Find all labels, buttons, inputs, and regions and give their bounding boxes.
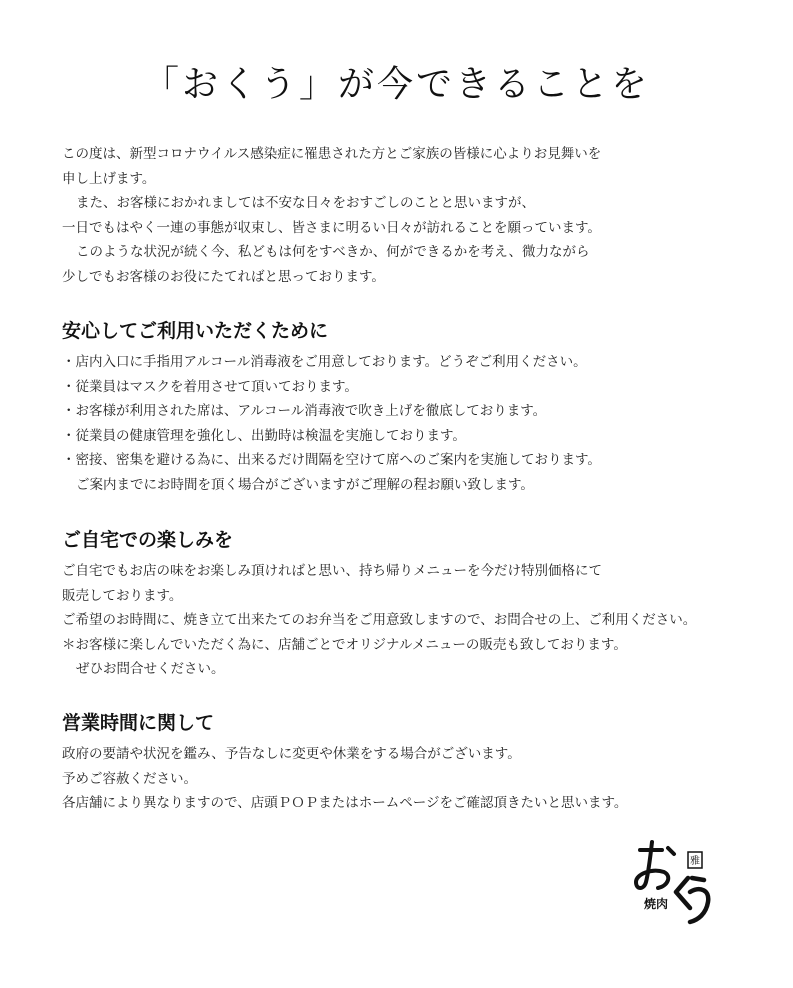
list-item: ・従業員はマスクを着用させて頂いております。 — [62, 378, 358, 395]
paragraph-line: 政府の要請や状況を鑑み、予告なしに変更や休業をする場合がございます。 — [62, 746, 521, 762]
logo-sub: 焼肉 — [644, 897, 669, 911]
takeout-section — [62, 527, 772, 682]
paragraph-line: 各店舗により異なりますので、店頭ＰＯＰまたはホームページをご確認頂きたいと思います。 — [62, 795, 628, 811]
intro-line: 少しでもお客様のお役にたてればと思っております。 — [62, 268, 385, 285]
list-item: ・お客様が利用された席は、アルコール消毒液で吹き上げを徹底しております。 — [62, 403, 547, 419]
paragraph-line: ご自宅でもお店の味をお楽しみ頂ければと思い、持ち帰りメニューを今だけ特別価格にて — [62, 563, 602, 579]
paragraph-line: 販売しております。 — [62, 587, 183, 604]
brand-logo — [626, 838, 716, 926]
logo-mark — [626, 838, 716, 926]
list-item: ・店内入口に手指用アルコール消毒液をご用意しております。どうぞご利用ください。 — [62, 354, 587, 370]
intro-line: 申し上げます。 — [62, 170, 156, 187]
intro-line: また、お客様におかれましては不安な日々をおすごしのことと思いますが、 — [76, 195, 535, 211]
logo-seal: 雅 — [690, 856, 700, 867]
safety-section — [62, 318, 772, 497]
list-item: ・密接、密集を避ける為に、出来るだけ間隔を空けて席へのご案内を実施しております。 — [62, 452, 601, 468]
list-item: ご案内までにお時間を頂く場合がございますがご理解の程お願い致します。 — [76, 476, 534, 493]
page-title: 「おくう」が今できることを — [142, 64, 650, 105]
paragraph-line: ＊お客様に楽しんでいただく為に、店舗ごとでオリジナルメニューの販売も致しております。 — [62, 636, 627, 653]
paragraph-line: ご希望のお時間に、焼き立て出来たてのお弁当をご用意致しますので、お問合せの上、ご利用ください。 — [62, 612, 697, 628]
intro-line: 一日でもはやく一連の事態が収束し、皆さまに明るい日々が訪れることを願っています。 — [62, 219, 601, 236]
intro-line: このような状況が続く今、私どもは何をすべきか、何ができるかを考え、微力ながら — [76, 244, 590, 260]
intro-section — [62, 142, 772, 289]
intro-line: この度は、新型コロナウイルス感染症に罹患された方とご家族の皆様に心よりお見舞いを — [62, 146, 602, 162]
section-heading: ご自宅での楽しみを — [62, 529, 234, 551]
section-heading: 安心してご利用いただくために — [62, 320, 329, 342]
hours-section — [62, 710, 772, 816]
list-item: ・従業員の健康管理を強化し、出勤時は検温を実施しております。 — [62, 427, 466, 444]
section-heading: 営業時間に関して — [62, 712, 215, 734]
paragraph-line: ぜひお問合せください。 — [76, 661, 225, 677]
paragraph-line: 予めご容赦ください。 — [62, 770, 197, 787]
